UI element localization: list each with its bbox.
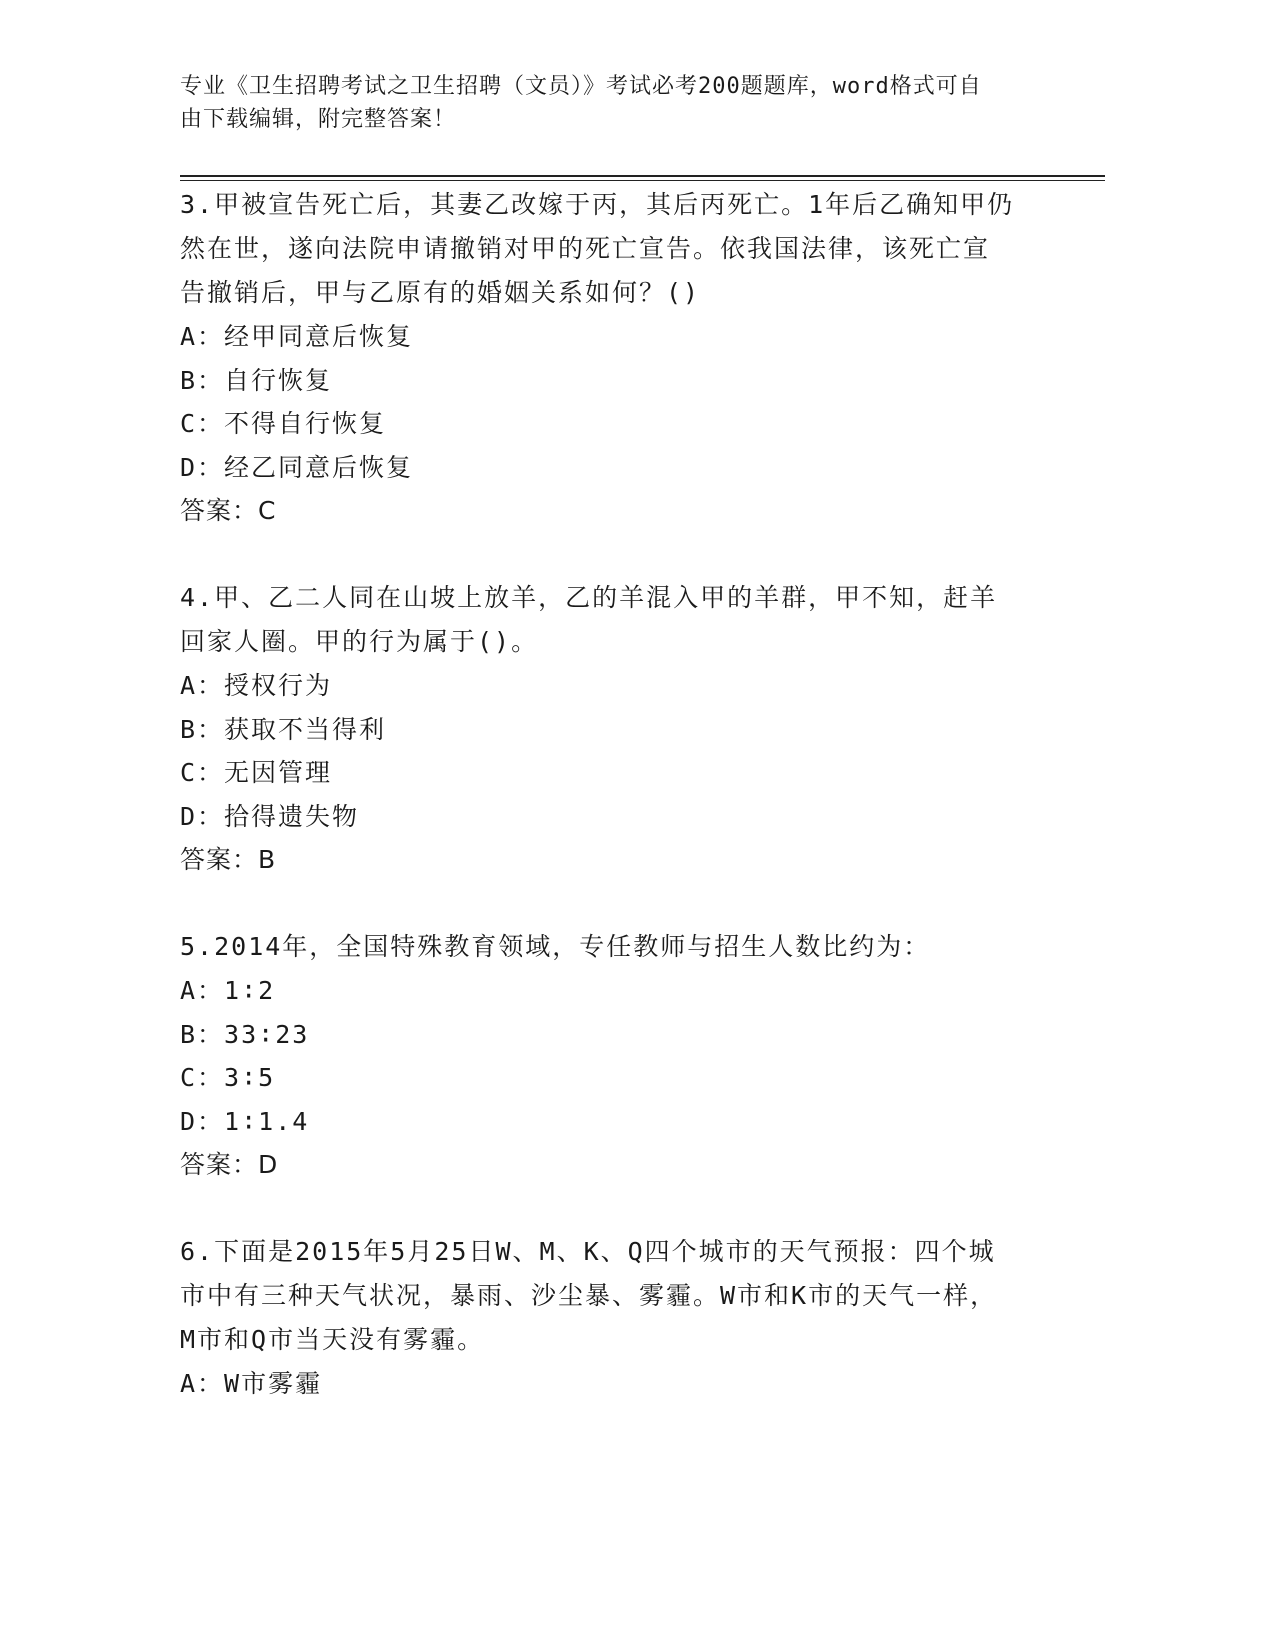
option-d: D：1∶1.4: [180, 1106, 310, 1136]
question-6: [180, 1230, 1060, 1406]
answer-line: 答案：B: [180, 845, 277, 874]
question-4: [180, 576, 1060, 882]
option-d: D：经乙同意后恢复: [180, 452, 414, 482]
option-a: A：授权行为: [180, 671, 333, 700]
question-text-line: 然在世，遂向法院申请撤销对甲的死亡宣告。依我国法律，该死亡宣: [180, 234, 991, 263]
option-b: B：33∶23: [180, 1019, 310, 1049]
question-text-line: 告撤销后，甲与乙原有的婚姻关系如何？(): [180, 278, 701, 307]
question-text-line: 3.甲被宣告死亡后，其妻乙改嫁于丙，其后丙死亡。1年后乙确知甲仍: [180, 190, 1015, 219]
option-b: B：自行恢复: [180, 365, 333, 395]
option-a: A：1∶2: [180, 976, 276, 1005]
option-a: A：W市雾霾: [180, 1369, 323, 1398]
option-c: C：无因管理: [180, 758, 333, 787]
spacer: [180, 1187, 1060, 1230]
option-b: B：获取不当得利: [180, 714, 387, 744]
spacer: [180, 882, 1060, 925]
question-5: [180, 925, 1060, 1187]
question-3: [180, 183, 1060, 533]
option-c: C：不得自行恢复: [180, 409, 387, 438]
question-list: [180, 183, 1060, 1406]
header-line-1: 专业《卫生招聘考试之卫生招聘（文员）》考试必考200题题库，word格式可自: [180, 74, 982, 99]
document-header: [180, 70, 1050, 136]
option-d: D：拾得遗失物: [180, 801, 360, 831]
question-text-line: 6.下面是2015年5月25日W、M、K、Q四个城市的天气预报：四个城: [180, 1237, 996, 1266]
question-text-line: 市中有三种天气状况，暴雨、沙尘暴、雾霾。W市和K市的天气一样，: [180, 1281, 998, 1310]
header-line-2: 由下载编辑，附完整答案！: [180, 107, 457, 132]
question-text-line: 4.甲、乙二人同在山坡上放羊，乙的羊混入甲的羊群，甲不知，赶羊: [180, 583, 998, 612]
header-divider-thin: [180, 180, 1105, 181]
answer-line: 答案：C: [180, 496, 277, 525]
question-text-line: M市和Q市当天没有雾霾。: [180, 1325, 485, 1354]
question-text-line: 5.2014年，全国特殊教育领域，专任教师与招生人数比约为：: [180, 932, 931, 961]
question-text-line: 回家人圈。甲的行为属于()。: [180, 627, 539, 656]
option-a: A：经甲同意后恢复: [180, 322, 414, 351]
answer-line: 答案：D: [180, 1150, 279, 1179]
option-c: C：3∶5: [180, 1063, 276, 1092]
header-divider-thick: [180, 175, 1105, 177]
spacer: [180, 533, 1060, 576]
